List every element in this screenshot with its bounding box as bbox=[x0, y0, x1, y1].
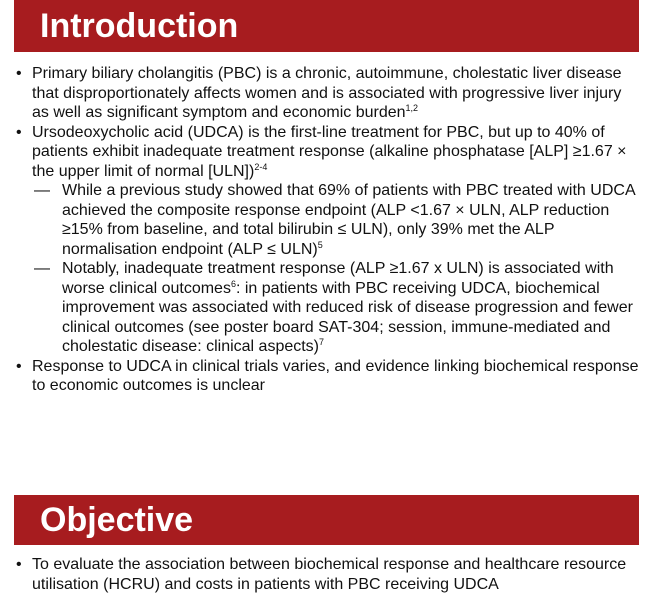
objective-body bbox=[14, 555, 639, 594]
dash-marker: — bbox=[34, 182, 50, 199]
introduction-heading: Introduction bbox=[40, 7, 239, 45]
objective-heading-banner bbox=[14, 495, 639, 545]
reference-superscript: 2-4 bbox=[254, 161, 268, 172]
bullet-marker: • bbox=[16, 123, 22, 141]
bullet-text: Response to UDCA in clinical trials varies, and evidence linking biochemical response to economic outcomes is unclear bbox=[32, 357, 639, 394]
bullet-marker: • bbox=[16, 556, 22, 573]
objective-heading: Objective bbox=[40, 501, 194, 539]
reference-superscript: 6 bbox=[230, 278, 236, 289]
subbullet-text-continued: : in patients with PBC receiving UDCA, biochemical improvement was associated with reduced risk of disease progression and fewer clinical outcomes (see poster board SAT-304; session, immune-mediated and cholestatic disease: clinical aspects) bbox=[62, 279, 633, 355]
introduction-body bbox=[14, 64, 639, 396]
introduction-bullet-2 bbox=[14, 123, 639, 182]
introduction-bullet-1 bbox=[14, 64, 639, 123]
subbullet-text: While a previous study showed that 69% of patients with PBC treated with UDCA achieved the composite response endpoint (ALP <1.67 × ULN, ALP reduction ≥15% from baseline, and total bilirubin ≤ ULN), only 39% met the ALP normalisation endpoint (ALP ≤ ULN) bbox=[62, 182, 635, 258]
bullet-text: Primary biliary cholangitis (PBC) is a chronic, autoimmune, cholestatic liver disease that disproportionately affects women and is associated with progressive liver injury as well as significant symptom and economic burden bbox=[32, 65, 622, 121]
dash-marker: — bbox=[34, 260, 50, 277]
reference-superscript: 1,2 bbox=[405, 103, 419, 113]
bullet-marker: • bbox=[16, 65, 22, 82]
introduction-subbullet-1 bbox=[14, 181, 639, 259]
reference-superscript: 7 bbox=[319, 337, 325, 347]
introduction-heading-banner bbox=[14, 0, 639, 52]
reference-superscript: 5 bbox=[317, 239, 323, 250]
subbullet-text: Notably, inadequate treatment response (ALP ≥1.67 x ULN) is associated with worse clinical outcomes bbox=[62, 260, 614, 297]
bullet-text: To evaluate the association between biochemical response and healthcare resource utilisation (HCRU) and costs in patients with PBC receiving UDCA bbox=[32, 556, 627, 593]
introduction-bullet-3 bbox=[14, 357, 639, 396]
bullet-marker: • bbox=[16, 357, 22, 375]
introduction-subbullet-2 bbox=[14, 259, 639, 357]
objective-bullet-1 bbox=[14, 555, 639, 594]
bullet-text: Ursodeoxycholic acid (UDCA) is the first-line treatment for PBC, but up to 40% of patients exhibit inadequate treatment response (alkaline phosphatase [ALP] ≥1.67 × the upper limit of normal [ULN]) bbox=[32, 123, 627, 180]
